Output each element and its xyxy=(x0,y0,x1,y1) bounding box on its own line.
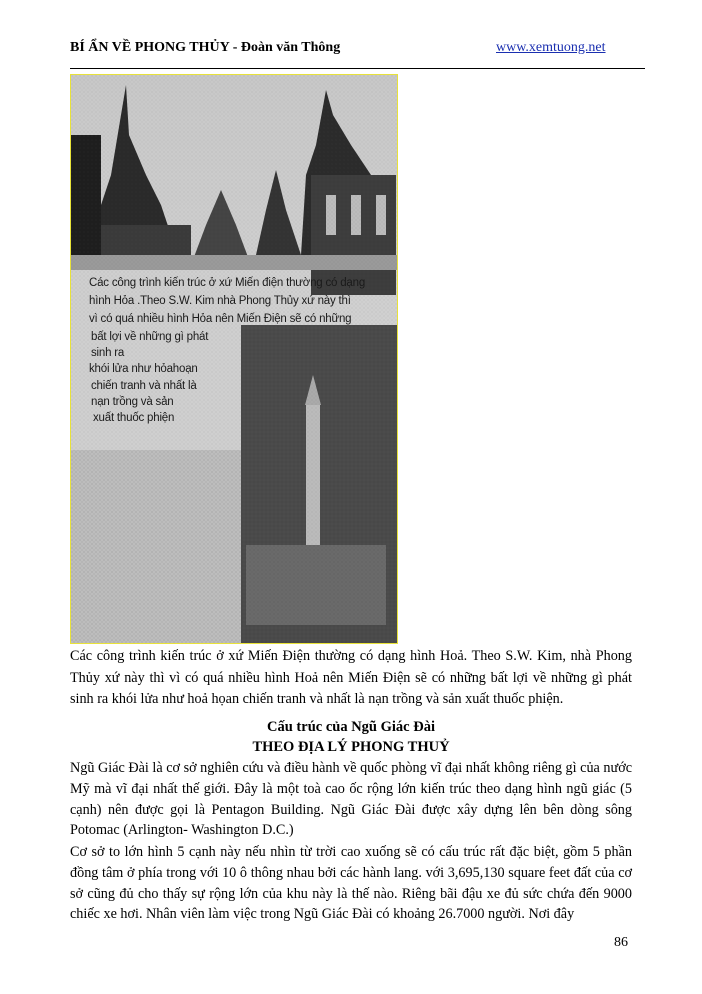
body-paragraph: Cơ sở to lớn hình 5 cạnh này nếu nhìn từ trời cao xuống sẽ có cấu trúc rất đặc biệt, gồm 5 phần đồng tâm ở phía trong với 10 ô thông nhau bởi các hành lang. với 3,695,130 square feet đất của cơ sở cũng đủ cho thấy sự rộng lớn của khu này là thế nào. Riêng bãi đậu xe đủ sức chứa đến 9000 chiếc xe hơi. Nhân viên làm việc trong Ngũ Giác Đài có khoảng 26.7000 người. Nơi đây xyxy=(70,844,632,923)
photo-caption-line: bất lợi về những gì phát xyxy=(91,331,209,343)
header-divider xyxy=(70,68,645,69)
section-subtitle: THEO ĐỊA LÝ PHONG THUỶ xyxy=(252,739,450,755)
burmese-temples-photo xyxy=(70,74,398,644)
photo-caption-line: hình Hỏa .Theo S.W. Kim nhà Phong Thủy xứ này thì xyxy=(89,295,351,307)
document-header-title: BÍ ẨN VỀ PHONG THỦY - Đoàn văn Thông xyxy=(70,40,341,55)
photo-caption-line: vì có quá nhiều hình Hỏa nên Miến Điện sẽ có những xyxy=(89,313,352,325)
body-paragraph: Ngũ Giác Đài là cơ sở nghiên cứu và điều hành về quốc phòng vĩ đại nhất không riêng gì của nước Mỹ mà vĩ đại nhất thế giới. Đây là một toà cao ốc rộng lớn kiến trúc theo dạng hình ngũ giác (5 cạnh) nên được gọi là Pentagon Building. Ngũ Giác Đài được xây dựng lên bên dòng sông Potomac (Arlington- Washington D.C.) xyxy=(70,760,632,839)
page-number: 86 xyxy=(614,935,628,950)
photo-caption-line: Các công trình kiến trúc ở xứ Miến điện thường có dạng xyxy=(89,277,366,289)
photo-caption-line: xuất thuốc phiện xyxy=(93,412,175,424)
section-title: Cấu trúc của Ngũ Giác Đài xyxy=(267,719,435,735)
photo-caption-line: chiến tranh và nhất là xyxy=(91,380,197,392)
photo-caption-line: nạn trồng và sản xyxy=(91,396,174,408)
temple-photo-illustration xyxy=(71,75,397,643)
photo-caption-line: sinh ra xyxy=(91,347,125,359)
photo-caption-line: khói lửa như hỏahoạn xyxy=(89,363,198,375)
figure-caption: Các công trình kiến trúc ở xứ Miến Điện thường có dạng hình Hoả. Theo S.W. Kim, nhà Phong Thủy xứ này thì vì có quá nhiều hình Hoả nên Miến Điện sẽ có những bất lợi về những gì phát sinh ra khói lửa như hoả họan chiến tranh và nhất là nạn trồng và sản xuất thuốc phiện. xyxy=(70,648,632,707)
website-link[interactable]: www.xemtuong.net xyxy=(496,40,606,55)
